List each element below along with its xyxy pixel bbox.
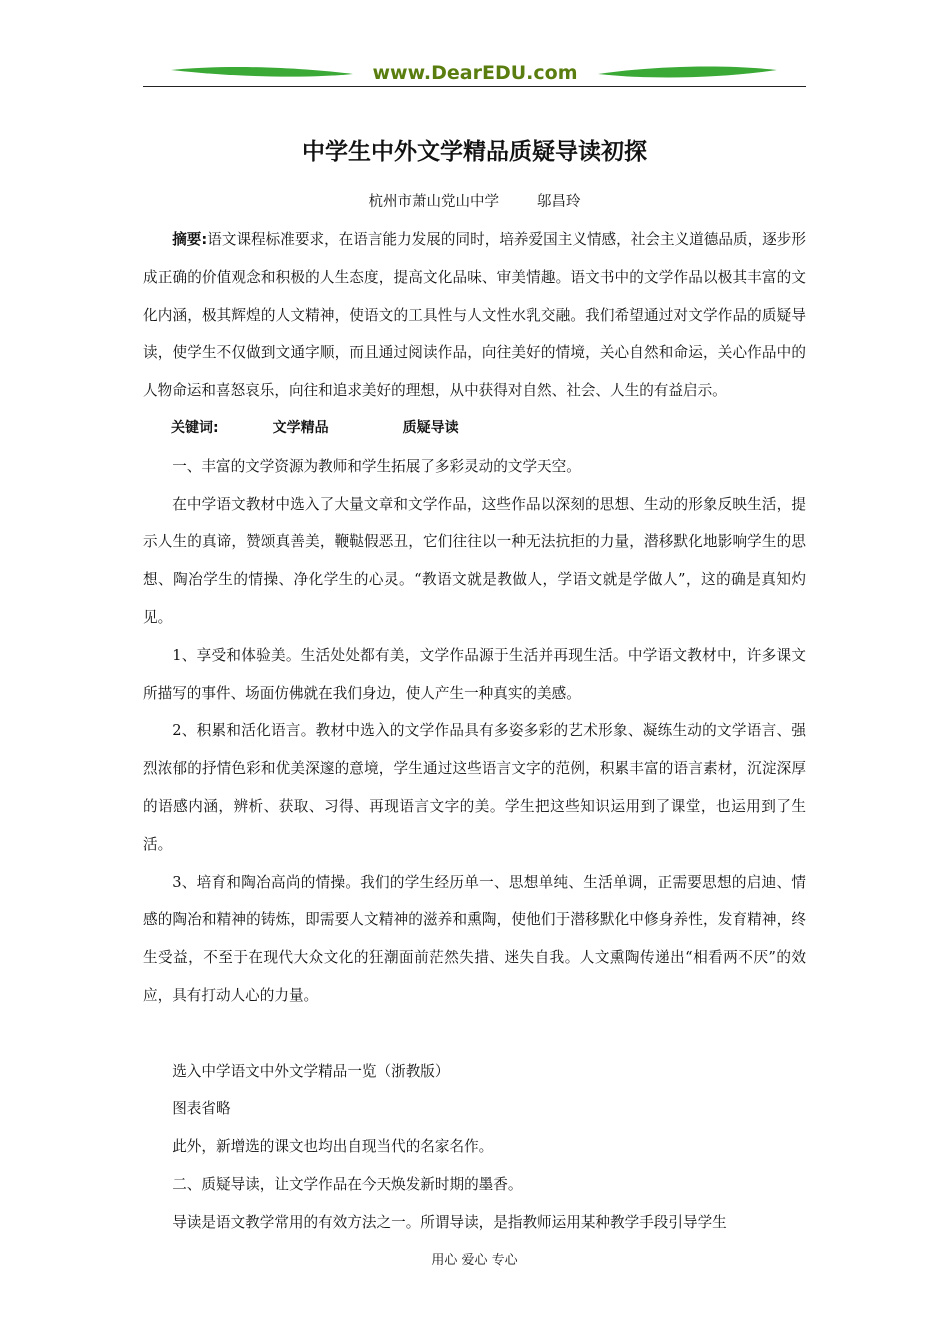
body-paragraph: 此外，新增选的课文也均出自现当代的名家名作。 xyxy=(172,1138,494,1156)
keywords-label: 关键词: xyxy=(171,419,219,436)
table-omitted-note: 图表省略 xyxy=(172,1100,231,1118)
author-name: 邬昌玲 xyxy=(537,194,581,210)
section-heading-1: 一、丰富的文学资源为教师和学生拓展了多彩灵动的文学天空。 xyxy=(172,457,581,475)
table-caption: 选入中学语文中外文学精品一览（浙教版） xyxy=(172,1062,450,1080)
site-brand: www.DearEDU.com xyxy=(372,62,578,84)
page-footer: 用心 爱心 专心 xyxy=(431,1253,518,1268)
abstract-text: 语文课程标准要求，在语言能力发展的同时，培养爱国主义情感，社会主义道德品质，逐步形成正确的价值观念和积极的人生态度，提高文化品味、审美情趣。语文书中的文学作品以极其丰富的文化内涵，极其辉煌的人文精神，使语文的工具性与人文性水乳交融。我们希望通过对文学作品的质疑导读，使学生不仅做到文通字顺，而且通过阅读作品，向往美好的情境，关心自然和命运，关心作品中的人物命运和喜怒哀乐，向往和追求美好的理想，从中获得对自然、社会、人生的有益启示。 xyxy=(143,231,806,400)
document-title: 中学生中外文学精品质疑导读初探 xyxy=(302,139,647,165)
body-paragraph: 在中学语文教材中选入了大量文章和文学作品，这些作品以深刻的思想、生动的形象反映生活，提示人生的真谛，赞颂真善美，鞭鞑假恶丑，它们往往以一种无法抗拒的力量，潜移默化地影响学生的思想、陶冶学生的情操、净化学生的心灵。“教语文就是教做人，学语文就是学做人”，这的确是真知灼见。 xyxy=(143,495,806,626)
keyword-item: 质疑导读 xyxy=(402,419,459,436)
keywords-line xyxy=(143,410,806,448)
section-heading-2: 二、质疑导读，让文学作品在今天焕发新时期的墨香。 xyxy=(172,1175,523,1193)
keyword-item: 文学精品 xyxy=(272,419,329,436)
left-swoosh-icon xyxy=(171,67,353,77)
body-paragraph: 3、培育和陶冶高尚的情操。我们的学生经历单一、思想单纯、生活单调，正需要思想的启迪、情感的陶冶和精神的铸炼，即需要人文精神的滋养和熏陶，使他们于潜移默化中修身养性，发育精神，终生受益，不至于在现代大众文化的狂潮面前茫然失措、迷失自我。人文熏陶传递出“相看两不厌”的效应，具有打动人心的力量。 xyxy=(143,873,806,1004)
abstract-label: 摘要: xyxy=(172,231,208,248)
author-school: 杭州市萧山党山中学 xyxy=(368,194,499,210)
body-paragraph: 导读是语文教学常用的有效方法之一。所谓导读，是指教师运用某种教学手段引导学生 xyxy=(172,1213,727,1231)
byline xyxy=(143,190,806,211)
abstract-paragraph xyxy=(143,221,806,410)
right-swoosh-icon xyxy=(598,67,777,78)
document-body xyxy=(143,221,806,1242)
header-divider xyxy=(143,86,806,87)
blank-line xyxy=(143,1015,806,1053)
body-paragraph: 1、享受和体验美。生活处处都有美，文学作品源于生活并再现生活。中学语文教材中，许多课文所描写的事件、场面仿佛就在我们身边，使人产生一种真实的美感。 xyxy=(143,646,806,702)
body-paragraph: 2、积累和活化语言。教材中选入的文学作品具有多姿多彩的艺术形象、凝练生动的文学语言、强烈浓郁的抒情色彩和优美深邃的意境，学生通过这些语言文字的范例，积累丰富的语言素材，沉淀深厚的语感内涵，辨析、获取、习得、再现语言文字的美。学生把这些知识运用到了课堂，也运用到了生活。 xyxy=(143,722,806,853)
